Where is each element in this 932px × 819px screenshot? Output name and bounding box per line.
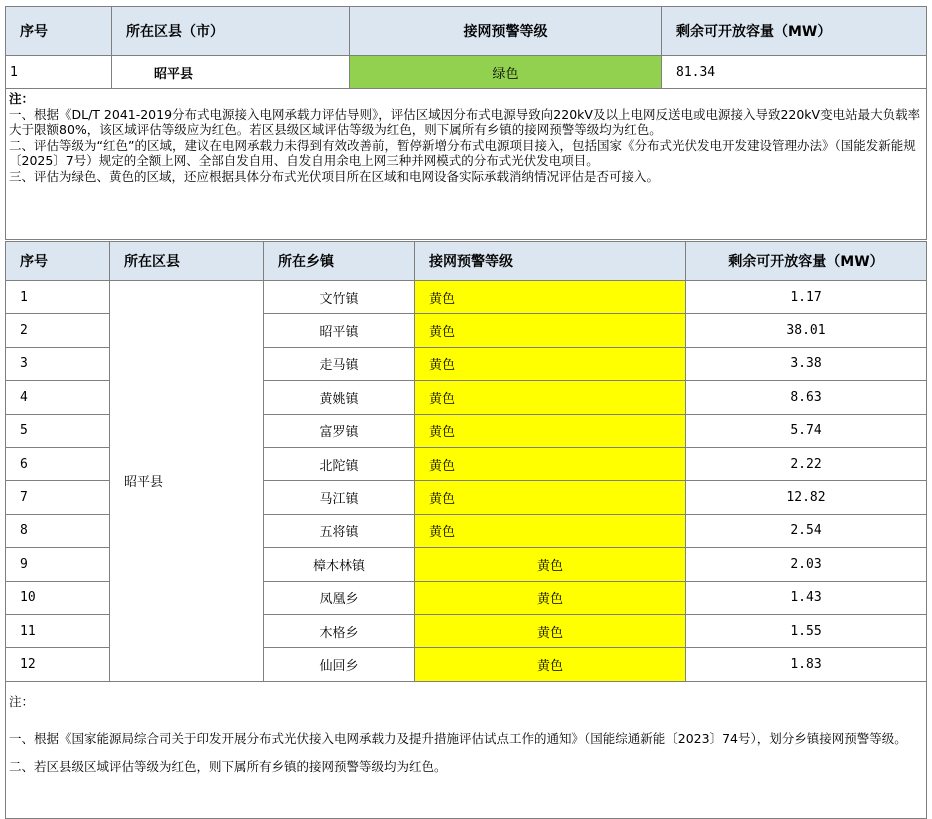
county-row <box>6 56 927 89</box>
town-note-1: 一、根据《国家能源局综合司关于印发开展分布式光伏接入电网承载力及提升措施评估试点工作的通知》（国能综通新能〔2023〕74号），划分乡镇接网预警等级。 <box>9 730 907 746</box>
county-row-index: 1 <box>6 56 112 89</box>
row-capacity: 1.17 <box>686 281 927 314</box>
town-header-county: 所在区县 <box>110 242 264 281</box>
row-level: 黄色 <box>415 447 686 480</box>
header-county: 所在区县（市） <box>112 7 350 56</box>
header-capacity: 剩余可开放容量（MW） <box>662 7 927 56</box>
row-town: 北陀镇 <box>264 447 415 480</box>
row-town: 黄姚镇 <box>264 381 415 414</box>
row-index: 8 <box>6 514 110 547</box>
county-notes-title: 注： <box>9 91 35 106</box>
town-warning-table <box>5 241 927 819</box>
town-notes <box>6 681 927 818</box>
row-level: 黄色 <box>415 481 686 514</box>
town-header-capacity: 剩余可开放容量（MW） <box>686 242 927 281</box>
row-index: 7 <box>6 481 110 514</box>
row-capacity: 1.83 <box>686 648 927 681</box>
row-level: 黄色 <box>415 414 686 447</box>
row-capacity: 2.03 <box>686 548 927 581</box>
row-level: 黄色 <box>415 347 686 380</box>
row-level: 黄色 <box>415 514 686 547</box>
row-index: 12 <box>6 648 110 681</box>
town-table-header-row <box>6 242 927 281</box>
town-header-level: 接网预警等级 <box>415 242 686 281</box>
row-index: 9 <box>6 548 110 581</box>
row-capacity: 1.55 <box>686 614 927 647</box>
county-note-3: 三、评估为绿色、黄色的区域，还应根据具体分布式光伏项目所在区域和电网设备实际承载消纳情况评估是否可接入。 <box>9 168 660 184</box>
county-note-1: 一、根据《DL/T 2041-2019分布式电源接入电网承载力评估导则》，评估区域因分布式电源导致向220kV及以上电网反送电或电源接入导致220kV变电站最大负载率大于限额80%，该区域评估等级应为红色。若区县级区域评估等级为红色，则下属所有乡镇的接网预警等级均为红色。 <box>9 106 921 137</box>
town-note-2: 二、若区县级区域评估等级为红色，则下属所有乡镇的接网预警等级均为红色。 <box>9 758 447 774</box>
table-row <box>6 281 927 314</box>
county-notes <box>6 89 927 240</box>
row-capacity: 12.82 <box>686 481 927 514</box>
town-header-index: 序号 <box>6 242 110 281</box>
row-level: 黄色 <box>415 381 686 414</box>
row-town: 富罗镇 <box>264 414 415 447</box>
row-capacity: 1.43 <box>686 581 927 614</box>
row-index: 5 <box>6 414 110 447</box>
row-level: 黄色 <box>415 648 686 681</box>
row-town: 樟木林镇 <box>264 548 415 581</box>
row-level: 黄色 <box>415 281 686 314</box>
row-index: 10 <box>6 581 110 614</box>
county-row-level: 绿色 <box>350 56 662 89</box>
county-warning-table <box>5 6 927 240</box>
row-capacity: 5.74 <box>686 414 927 447</box>
row-town: 马江镇 <box>264 481 415 514</box>
row-town: 走马镇 <box>264 347 415 380</box>
county-table-header-row <box>6 7 927 56</box>
town-notes-row <box>6 681 927 818</box>
row-index: 4 <box>6 381 110 414</box>
row-capacity: 8.63 <box>686 381 927 414</box>
row-index: 11 <box>6 614 110 647</box>
row-town: 五将镇 <box>264 514 415 547</box>
row-index: 2 <box>6 314 110 347</box>
county-row-name: 昭平县 <box>112 56 350 89</box>
row-level: 黄色 <box>415 314 686 347</box>
header-level: 接网预警等级 <box>350 7 662 56</box>
row-town: 凤凰乡 <box>264 581 415 614</box>
county-notes-row <box>6 89 927 240</box>
row-town: 木格乡 <box>264 614 415 647</box>
row-level: 黄色 <box>415 581 686 614</box>
county-row-capacity: 81.34 <box>662 56 927 89</box>
row-town: 仙回乡 <box>264 648 415 681</box>
row-county: 昭平县 <box>110 281 264 682</box>
row-capacity: 3.38 <box>686 347 927 380</box>
row-level: 黄色 <box>415 614 686 647</box>
row-capacity: 2.22 <box>686 447 927 480</box>
row-town: 文竹镇 <box>264 281 415 314</box>
row-index: 3 <box>6 347 110 380</box>
row-index: 1 <box>6 281 110 314</box>
row-town: 昭平镇 <box>264 314 415 347</box>
row-capacity: 38.01 <box>686 314 927 347</box>
row-index: 6 <box>6 447 110 480</box>
row-capacity: 2.54 <box>686 514 927 547</box>
county-note-2: 二、评估等级为“红色”的区域，建议在电网承载力未得到有效改善前，暂停新增分布式电源项目接入，包括国家《分布式光伏发电开发建设管理办法》（国能发新能规〔2025〕7号）规定的全额上网、全部自发自用、自发自用余电上网三种并网模式的分布式光伏发电项目。 <box>9 137 916 168</box>
town-notes-title: 注： <box>9 693 35 709</box>
header-index: 序号 <box>6 7 112 56</box>
row-level: 黄色 <box>415 548 686 581</box>
town-header-town: 所在乡镇 <box>264 242 415 281</box>
